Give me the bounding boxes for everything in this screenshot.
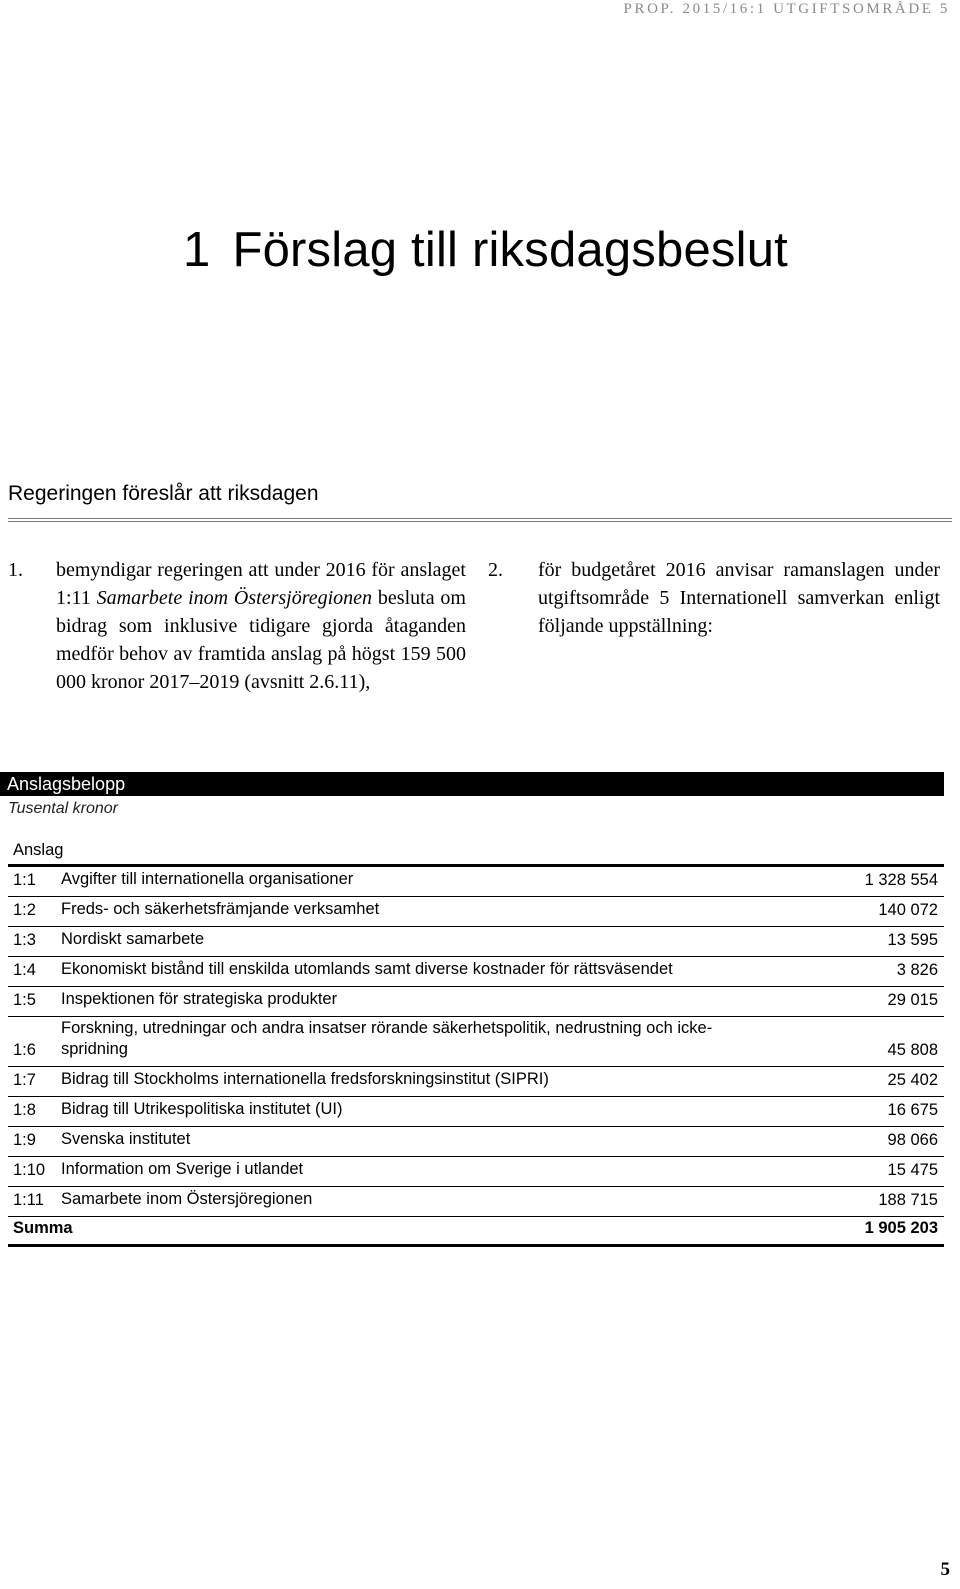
heading-divider [8, 518, 952, 522]
row-amount: 25 402 [887, 1071, 938, 1089]
row-name: Avgifter till internationella organisationer [61, 870, 354, 888]
row-id: 1:7 [13, 1071, 36, 1089]
row-name: Inspektionen för strategiska produkter [61, 990, 338, 1008]
total-amount: 1 905 203 [864, 1219, 938, 1237]
table-row [8, 1067, 944, 1097]
table-row [8, 1187, 944, 1217]
row-id: 1:5 [13, 991, 36, 1009]
table-unit: Tusental kronor [8, 800, 118, 817]
table-row [8, 1157, 944, 1187]
row-id: 1:1 [13, 871, 36, 889]
total-label: Summa [13, 1219, 73, 1237]
point-number: 1. [8, 559, 23, 581]
table-column-header: Anslag [8, 836, 944, 867]
row-name: Bidrag till Stockholms internationella fredsforskningsinstitut (SIPRI) [61, 1070, 549, 1088]
row-amount: 140 072 [878, 901, 938, 919]
appropriations-table [8, 836, 944, 1247]
chapter-title [183, 222, 788, 278]
point-text: för budgetåret 2016 anvisar ramanslagen under utgiftsområde 5 Internationell samverkan enligt följande uppställning: [538, 559, 940, 637]
point-text-part: bemyndigar regeringen att under 2016 för anslaget 1:11 [56, 559, 466, 609]
table-title: Anslagsbelopp [0, 772, 944, 796]
row-amount: 13 595 [887, 931, 938, 949]
chapter-title-text: Förslag till riksdagsbeslut [232, 223, 788, 277]
row-amount: 188 715 [878, 1191, 938, 1209]
table-row [8, 1097, 944, 1127]
table-row [8, 867, 944, 897]
point-text [56, 556, 466, 696]
proposal-heading: Regeringen föreslår att riksdagen [8, 482, 319, 505]
row-id: 1:9 [13, 1131, 36, 1149]
table-total-row [8, 1217, 944, 1247]
row-name: Forskning, utredningar och andra insatser rörande säkerhetspolitik, nedrustning och icke-spridning [61, 1019, 713, 1058]
row-name: Freds- och säkerhetsfrämjande verksamhet [61, 900, 380, 918]
row-amount: 3 826 [896, 961, 938, 979]
row-id: 1:8 [13, 1101, 36, 1119]
point-text-emphasis: Samarbete inom Östersjöregionen [96, 587, 373, 609]
row-amount: 29 015 [887, 991, 938, 1009]
running-header: PROP. 2015/16:1 UTGIFTSOMRÅDE 5 [623, 1, 950, 17]
row-name: Information om Sverige i utlandet [61, 1160, 304, 1178]
row-id: 1:4 [13, 961, 36, 979]
row-id: 1:2 [13, 901, 36, 919]
row-name: Ekonomiskt bistånd till enskilda utomlands samt diverse kostnader för rättsväsendet [61, 960, 673, 978]
row-id: 1:11 [13, 1191, 44, 1209]
row-id: 1:10 [13, 1161, 46, 1179]
chapter-number: 1 [183, 223, 211, 277]
row-name: Svenska institutet [61, 1130, 191, 1148]
point-number: 2. [488, 559, 503, 581]
page-number: 5 [940, 1559, 950, 1580]
table-row [8, 957, 944, 987]
row-name: Samarbete inom Östersjöregionen [61, 1190, 313, 1208]
row-id: 1:3 [13, 931, 36, 949]
table-row [8, 897, 944, 927]
table-row [8, 987, 944, 1017]
table-row [8, 927, 944, 957]
row-name: Bidrag till Utrikespolitiska institutet (UI) [61, 1100, 343, 1118]
row-amount: 45 808 [887, 1041, 938, 1059]
row-name: Nordiskt samarbete [61, 930, 205, 948]
row-amount: 16 675 [887, 1101, 938, 1119]
row-amount: 98 066 [887, 1131, 938, 1149]
row-id: 1:6 [13, 1041, 36, 1059]
row-amount: 15 475 [887, 1161, 938, 1179]
table-row [8, 1017, 944, 1067]
row-amount: 1 328 554 [864, 871, 938, 889]
point-text-part: besluta om bidrag som inklusive tidigare gjorda åtaganden medför behov av framtida anslag på högst 159 500 000 kronor 2017–2019 (avsnitt 2.6.11), [56, 587, 466, 693]
table-row [8, 1127, 944, 1157]
